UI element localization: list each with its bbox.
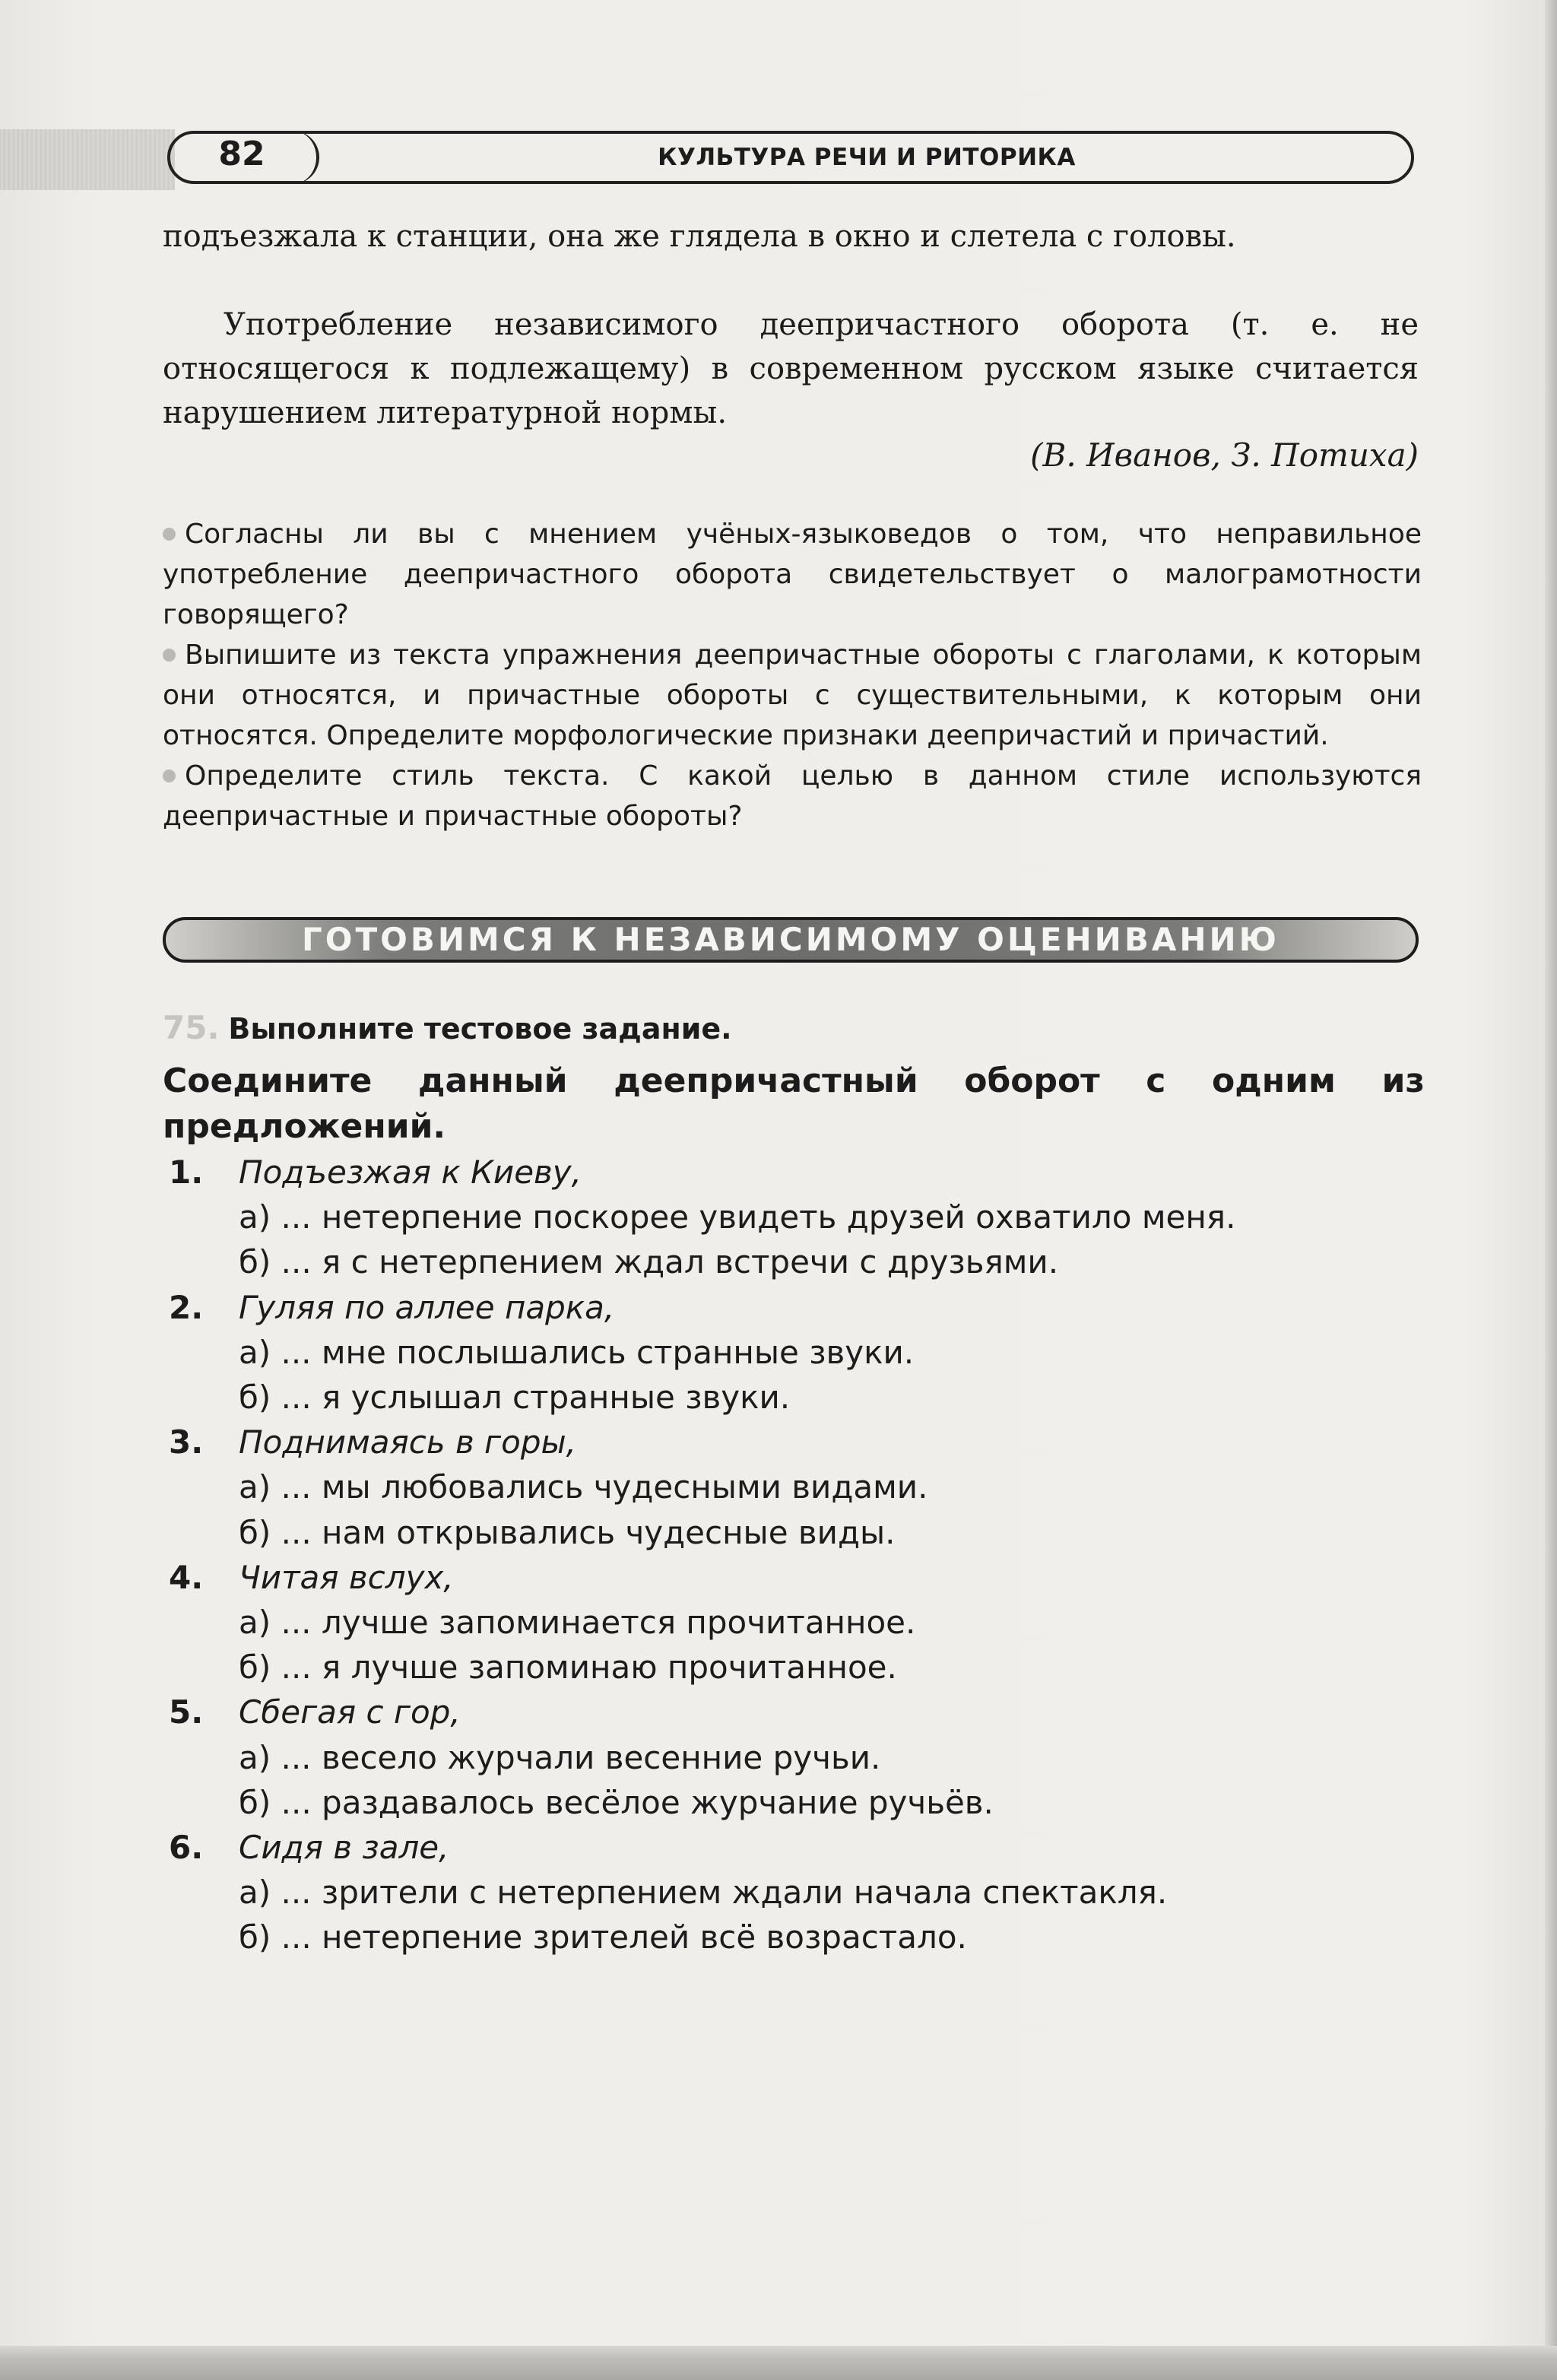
question-item bbox=[163, 756, 1422, 836]
question-item bbox=[163, 635, 1422, 756]
item-phrase-text: Читая вслух, bbox=[239, 1558, 454, 1596]
question-list bbox=[163, 514, 1422, 836]
exercise-items bbox=[163, 1150, 1425, 1960]
item-number: 5. bbox=[169, 1693, 204, 1731]
question-text: Выпишите из текста упражнения деепричастные обороты с глаголами, к которым они относятся, и причастные обороты с существительными, к которым они относятся. Определите морфологические признаки деепричастий и причастий. bbox=[163, 639, 1422, 751]
item-phrase-text: Сидя в зале, bbox=[239, 1829, 449, 1867]
item-number: 6. bbox=[169, 1829, 204, 1867]
item-phrase bbox=[163, 1285, 1425, 1330]
item-phrase bbox=[163, 1555, 1425, 1600]
item-phrase bbox=[163, 1825, 1425, 1870]
item-number: 4. bbox=[169, 1558, 204, 1596]
exercise-title: Выполните тестовое задание. bbox=[228, 1012, 732, 1046]
item-phrase-text: Сбегая с гор, bbox=[239, 1693, 461, 1731]
item-option-a: а) ... лучше запоминается прочитанное. bbox=[239, 1604, 916, 1642]
item-option-b: б) ... я с нетерпением ждал встречи с друзьями. bbox=[239, 1243, 1059, 1281]
scan-edge-right bbox=[1545, 0, 1557, 2380]
scan-shading bbox=[0, 129, 175, 190]
item-option-b: б) ... нам открывались чудесные виды. bbox=[239, 1513, 896, 1551]
running-header-title: КУЛЬТУРА РЕЧИ И РИТОРИКА bbox=[658, 144, 1076, 171]
item-option-b: б) ... раздавалось весёлое журчание ручьёв. bbox=[239, 1783, 994, 1821]
item-phrase bbox=[163, 1420, 1425, 1464]
item-option-a: а) ... мы любовались чудесными видами. bbox=[239, 1468, 928, 1506]
item-phrase bbox=[163, 1690, 1425, 1734]
text-paragraph-2: Употребление независимого деепричастного оборота (т. е. не относящегося к подлежащему) в современном русском языке считается нарушением литературной нормы. bbox=[163, 307, 1419, 430]
item-option-a: а) ... мне послышались странные звуки. bbox=[239, 1333, 915, 1371]
text-attribution: (В. Иванов, З. Потиха) bbox=[1030, 436, 1419, 474]
question-text: Согласны ли вы с мнением учёных-языковедов о том, что неправильное употребление деепричастного оборота свидетельствует о малограмотности говорящего? bbox=[163, 519, 1422, 630]
exercise-task: Соедините данный деепричастный оборот с одним из предложений. bbox=[163, 1061, 1425, 1146]
item-option-a: а) ... нетерпение поскорее увидеть друзей охватило меня. bbox=[239, 1198, 1236, 1236]
exercise-number: 75. bbox=[163, 1009, 220, 1046]
item-phrase bbox=[163, 1150, 1425, 1195]
page-number: 82 bbox=[167, 131, 319, 184]
scan-edge-bottom bbox=[0, 2346, 1557, 2380]
item-option-a: а) ... зрители с нетерпением ждали начала спектакля. bbox=[239, 1874, 1168, 1912]
exercise-heading bbox=[163, 1007, 1419, 1050]
item-option-b: б) ... нетерпение зрителей всё возрастало. bbox=[239, 1918, 967, 1956]
text-paragraph-1: подъезжала к станции, она же глядела в окно и слетела с головы. bbox=[163, 219, 1236, 254]
item-number: 2. bbox=[169, 1288, 204, 1326]
item-option-a: а) ... весело журчали весенние ручьи. bbox=[239, 1738, 881, 1776]
item-number: 3. bbox=[169, 1423, 204, 1461]
bullet-icon bbox=[163, 770, 176, 782]
item-phrase-text: Подъезжая к Киеву, bbox=[239, 1154, 582, 1191]
section-banner-title: ГОТОВИМСЯ К НЕЗАВИСИМОМУ ОЦЕНИВАНИЮ bbox=[302, 921, 1280, 958]
item-phrase-text: Гуляя по аллее парка, bbox=[239, 1288, 615, 1326]
item-option-b: б) ... я услышал странные звуки. bbox=[239, 1379, 791, 1417]
bullet-icon bbox=[163, 649, 176, 662]
bullet-icon bbox=[163, 528, 176, 541]
item-option-b: б) ... я лучше запоминаю прочитанное. bbox=[239, 1649, 897, 1687]
item-phrase-text: Поднимаясь в горы, bbox=[239, 1423, 576, 1461]
question-text: Определите стиль текста. С какой целью в данном стиле используются деепричастные и причастные обороты? bbox=[163, 760, 1422, 832]
item-number: 1. bbox=[169, 1154, 204, 1191]
question-item bbox=[163, 514, 1422, 635]
